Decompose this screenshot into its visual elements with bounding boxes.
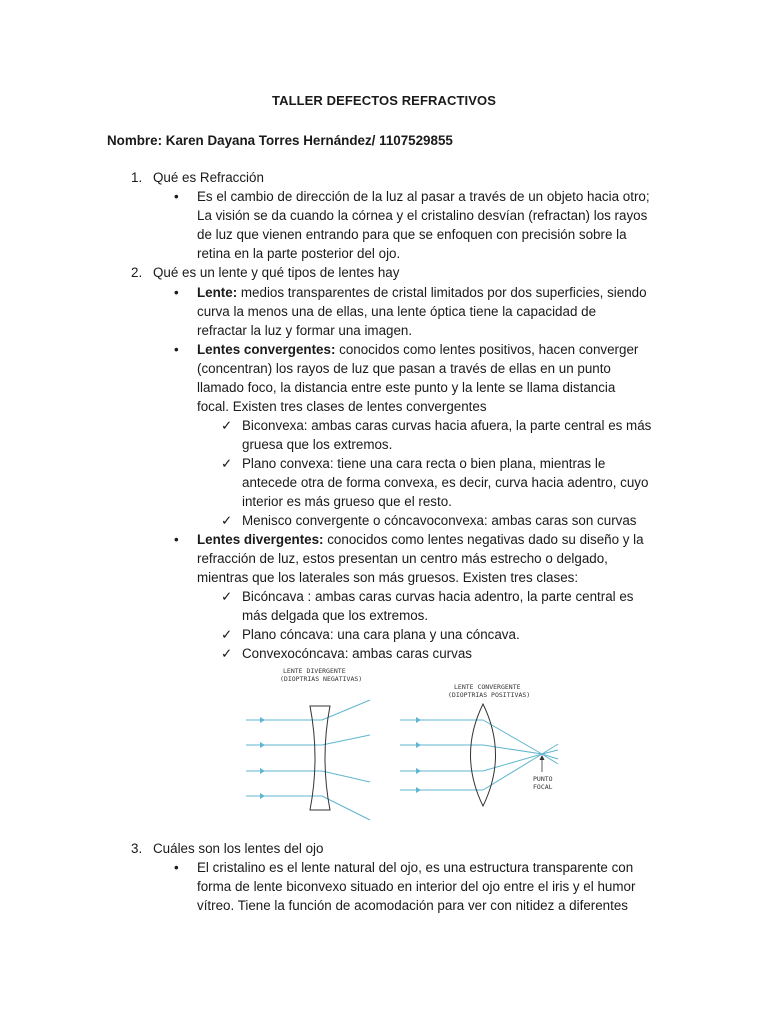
item-number: 3.	[131, 841, 143, 856]
paragraph-line: La visión se da cuando la córnea y el cristalino desvían (refractan) los rayos	[197, 208, 648, 223]
paragraph-line: curva la menos una de ellas, una lente óptica tiene la capacidad de	[197, 304, 597, 319]
ray-arrow-icon	[416, 742, 421, 748]
check-item-line: Convexocóncava: ambas caras curvas	[242, 646, 472, 661]
ray-line	[483, 754, 542, 771]
bullet-marker: •	[174, 342, 179, 357]
item-number: 2.	[131, 265, 143, 280]
paragraph-line	[197, 283, 647, 302]
converging-lens-shape	[471, 704, 496, 806]
document-title: TALLER DEFECTOS REFRACTIVOS	[272, 93, 496, 108]
right-diagram-sublabel: (DIOPTRIAS POSITIVAS)	[448, 691, 531, 699]
ray-line	[322, 771, 370, 782]
paragraph-text: conocidos como lentes positivos, hacen converger	[335, 342, 639, 357]
ray-line	[542, 754, 558, 759]
focal-pointer-arrow-icon	[540, 755, 545, 760]
paragraph-line: refractar la luz y formar una imagen.	[197, 323, 413, 338]
check-icon: ✓	[221, 646, 233, 661]
check-item-line: más delgada que los extremos.	[242, 608, 429, 623]
paragraph-line: vítreo. Tiene la función de acomodación para ver con nitidez a diferentes	[197, 898, 628, 913]
left-diagram-label: LENTE DIVERGENTE	[283, 667, 346, 675]
focal-point-label: PUNTO	[533, 775, 553, 783]
bullet-marker: •	[174, 285, 179, 300]
paragraph-text: conocidos como lentes negativas dado su diseño y la	[323, 532, 644, 547]
ray-arrow-icon	[416, 787, 421, 793]
focal-point-label: FOCAL	[533, 783, 553, 791]
ray-line	[483, 745, 542, 754]
ray-arrow-icon	[416, 717, 421, 723]
term-label: Lente:	[197, 285, 238, 300]
paragraph-line: llamado foco, la distancia entre este punto y la lente se llama distancia	[197, 380, 616, 395]
item-heading: Cuáles son los lentes del ojo	[153, 841, 324, 856]
ray-line	[483, 720, 542, 754]
paragraph-line	[197, 530, 644, 549]
ray-arrow-icon	[260, 768, 265, 774]
check-item-line: interior es más grueso que el resto.	[242, 494, 452, 509]
diverging-lens-shape	[310, 706, 330, 810]
left-diagram-sublabel: (DIOPTRIAS NEGATIVAS)	[280, 675, 363, 683]
author-line: Nombre: Karen Dayana Torres Hernández/ 1107529855	[107, 133, 453, 148]
term-label: Lentes divergentes:	[197, 532, 324, 547]
check-item-line: Biconvexa: ambas caras curvas hacia afuera, la parte central es más	[242, 418, 652, 433]
term-label: Lentes convergentes:	[197, 342, 336, 357]
paragraph-line: mientras que los laterales son más gruesos. Existen tres clases:	[197, 570, 579, 585]
ray-line	[542, 754, 558, 764]
bullet-marker: •	[174, 532, 179, 547]
diverging-rays	[246, 700, 370, 820]
paragraph-line: refracción de luz, estos presentan un centro más estrecho o delgado,	[197, 551, 608, 566]
ray-arrow-icon	[260, 742, 265, 748]
bullet-marker: •	[174, 860, 179, 875]
paragraph-line: focal. Existen tres clases de lentes convergentes	[197, 399, 487, 414]
lens-diagram-svg	[240, 664, 560, 836]
bullet-marker: •	[174, 189, 179, 204]
check-item-line: Bicóncava : ambas caras curvas hacia adentro, la parte central es	[242, 589, 634, 604]
paragraph-line: de luz que vienen entrando para que se enfoquen con precisión sobre la	[197, 227, 627, 242]
lens-diagram	[240, 664, 560, 836]
item-heading: Qué es un lente y qué tipos de lentes hay	[153, 265, 400, 280]
right-diagram-label: LENTE CONVERGENTE	[454, 683, 521, 691]
check-item-line: Menisco convergente o cóncavoconvexa: ambas caras son curvas	[242, 513, 637, 528]
paragraph-line: Es el cambio de dirección de la luz al pasar a través de un objeto hacia otro;	[197, 189, 650, 204]
check-icon: ✓	[221, 513, 233, 528]
ray-arrow-icon	[260, 717, 265, 723]
ray-line	[322, 735, 370, 745]
paragraph-line: forma de lente biconvexo situado en interior del ojo entre el iris y el humor	[197, 879, 636, 894]
check-icon: ✓	[221, 627, 233, 642]
paragraph-line: retina en la parte posterior del ojo.	[197, 246, 401, 261]
ray-arrow-icon	[260, 793, 265, 799]
paragraph-line: (concentran) los rayos de luz que pasan a través de ellas en un punto	[197, 361, 611, 376]
paragraph-line	[197, 340, 638, 359]
check-item-line: gruesa que los extremos.	[242, 437, 393, 452]
item-heading: Qué es Refracción	[153, 170, 264, 185]
check-item-line: Plano cóncava: una cara plana y una cóncava.	[242, 627, 520, 642]
check-icon: ✓	[221, 418, 233, 433]
paragraph-line: El cristalino es el lente natural del ojo, es una estructura transparente con	[197, 860, 634, 875]
check-item-line: Plano convexa: tiene una cara recta o bien plana, mientras le	[242, 456, 606, 471]
paragraph-text: medios transparentes de cristal limitados por dos superficies, siendo	[237, 285, 647, 300]
check-item-line: antecede otra de forma convexa, es decir, curva hacia adentro, cuyo	[242, 475, 649, 490]
check-icon: ✓	[221, 589, 233, 604]
ray-arrow-icon	[416, 768, 421, 774]
item-number: 1.	[131, 170, 143, 185]
check-icon: ✓	[221, 456, 233, 471]
